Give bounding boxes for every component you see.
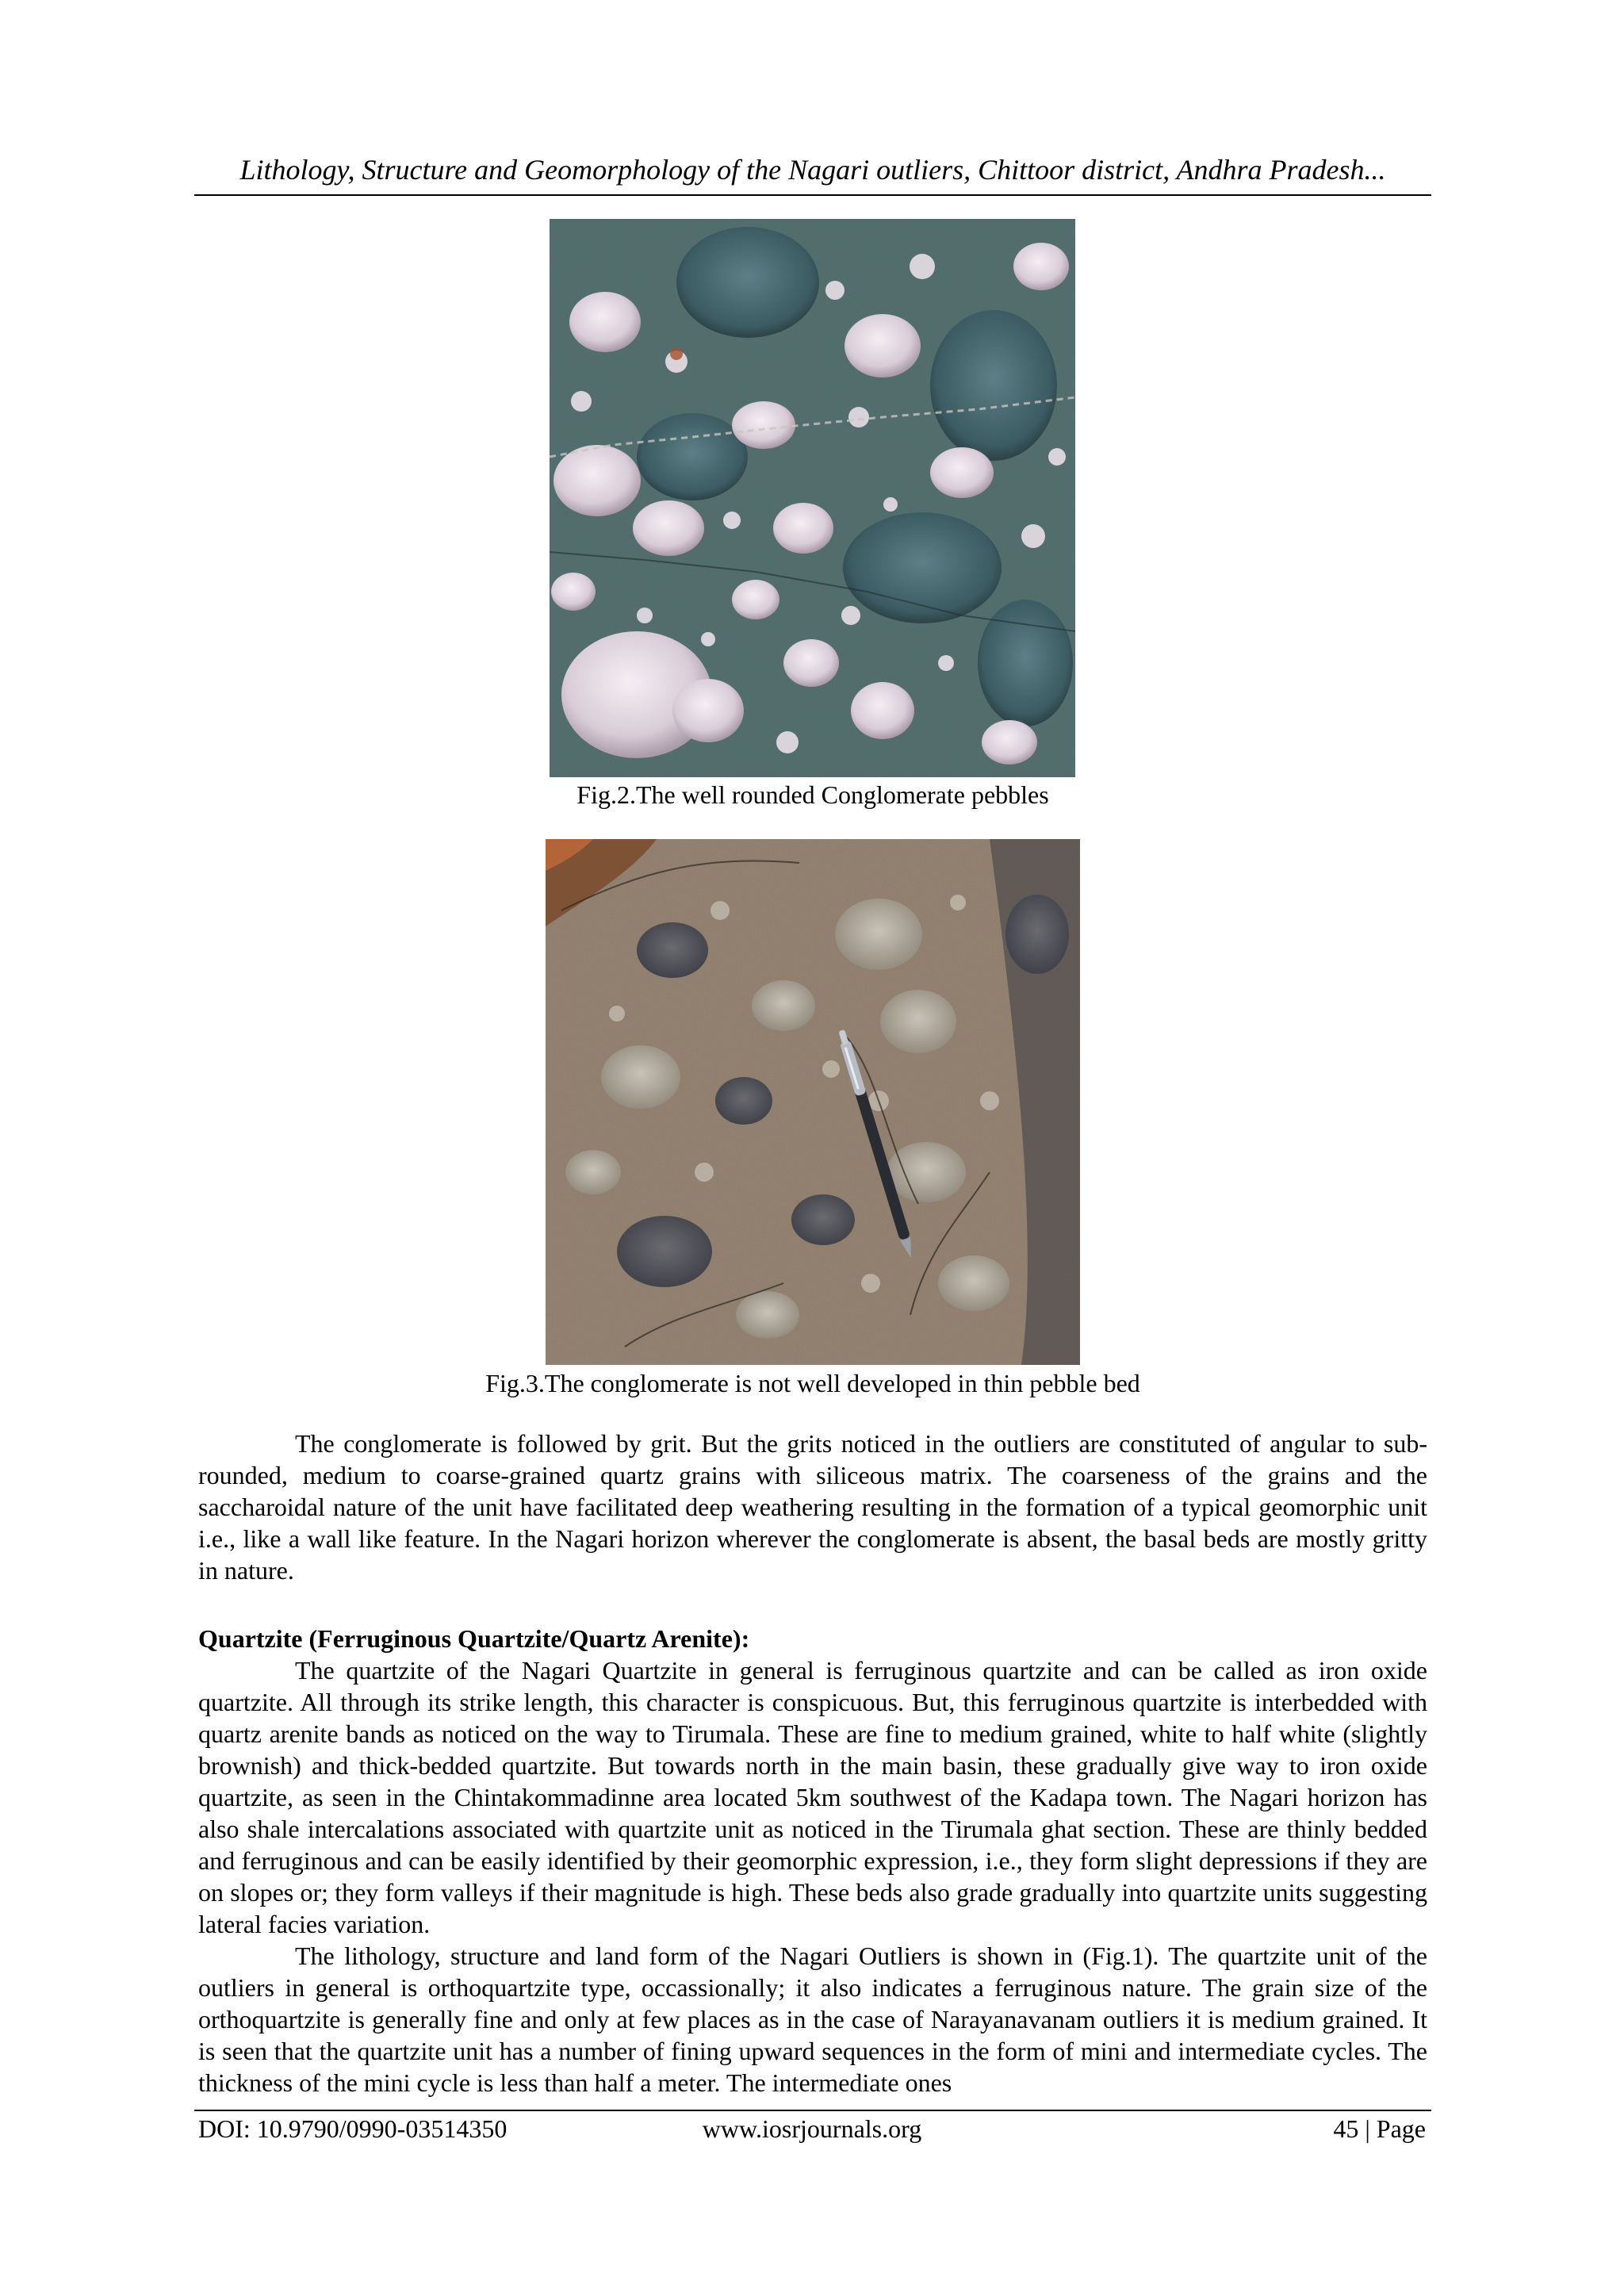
header-divider — [194, 194, 1431, 196]
figure-3-caption: Fig.3.The conglomerate is not well developed in thin pebble bed — [485, 1369, 1140, 1397]
paragraph-grit-text: The conglomerate is followed by grit. But the grits noticed in the outliers are constituted of angular to sub-rounded, medium to coarse-grained quartz grains with siliceous matrix. The coarseness of the grains and the saccharoidal nature of the unit have facilitated deep weathering resulting in the formation of a typical geomorphic unit i.e., like a wall like feature. In the Nagari horizon wherever the conglomerate is absent, the basal beds are mostly gritty in nature. — [198, 1429, 1427, 1585]
page-number: 45 | Page — [1333, 2114, 1426, 2143]
figure-2-caption: Fig.2.The well rounded Conglomerate pebbles — [576, 780, 1049, 809]
footer-divider — [194, 2110, 1431, 2111]
website-link[interactable]: www.iosrjournals.org — [702, 2114, 922, 2143]
conglomerate-pebbles-photo — [550, 219, 1075, 777]
doi-text: DOI: 10.9790/0990-03514350 — [198, 2114, 508, 2143]
quartzite-paragraphs — [198, 1654, 1427, 2099]
grit-paragraph — [198, 1428, 1427, 1586]
paragraph-ferruginous-quartzite: The quartzite of the Nagari Quartzite in general is ferruginous quartzite and can be called as iron oxide quartzite. All through its strike length, this character is conspicuous. But, this ferruginous quartzite is interbedded with quartz arenite bands as noticed on the way to Tirumala. These are fine to medium grained, white to half white (slightly brownish) and thick-bedded quartzite. But towards north in the main basin, these gradually give way to iron oxide quartzite, as seen in the Chintakommadinne area located 5km southwest of the Kadapa town. The Nagari horizon has also shale intercalations associated with quartzite unit as noticed in the Tirumala ghat section. These are thinly bedded and ferruginous and can be easily identified by their geomorphic expression, i.e., they form slight depressions if they are on slopes or; they form valleys if their magnitude is high. These beds also grade gradually into quartzite units suggesting lateral facies variation. — [198, 1656, 1427, 1938]
paragraph-lithology-structure: The lithology, structure and land form of the Nagari Outliers is shown in (Fig.1). The quartzite unit of the outliers in general is orthoquartzite type, occassionally; it also indicates a ferruginous nature. The grain size of the orthoquartzite is generally fine and only at few places as in the case of Narayanavanam outliers it is medium grained. It is seen that the quartzite unit has a number of fining upward sequences in the form of mini and intermediate cycles. The thickness of the mini cycle is less than half a meter. The intermediate ones — [198, 1941, 1427, 2097]
conglomerate-with-pen-photo — [546, 839, 1080, 1365]
running-header: Lithology, Structure and Geomorphology of the Nagari outliers, Chittoor district, Andhra Pradesh... — [239, 154, 1386, 186]
section-heading-quartzite: Quartzite (Ferruginous Quartzite/Quartz Arenite): — [198, 1624, 750, 1653]
